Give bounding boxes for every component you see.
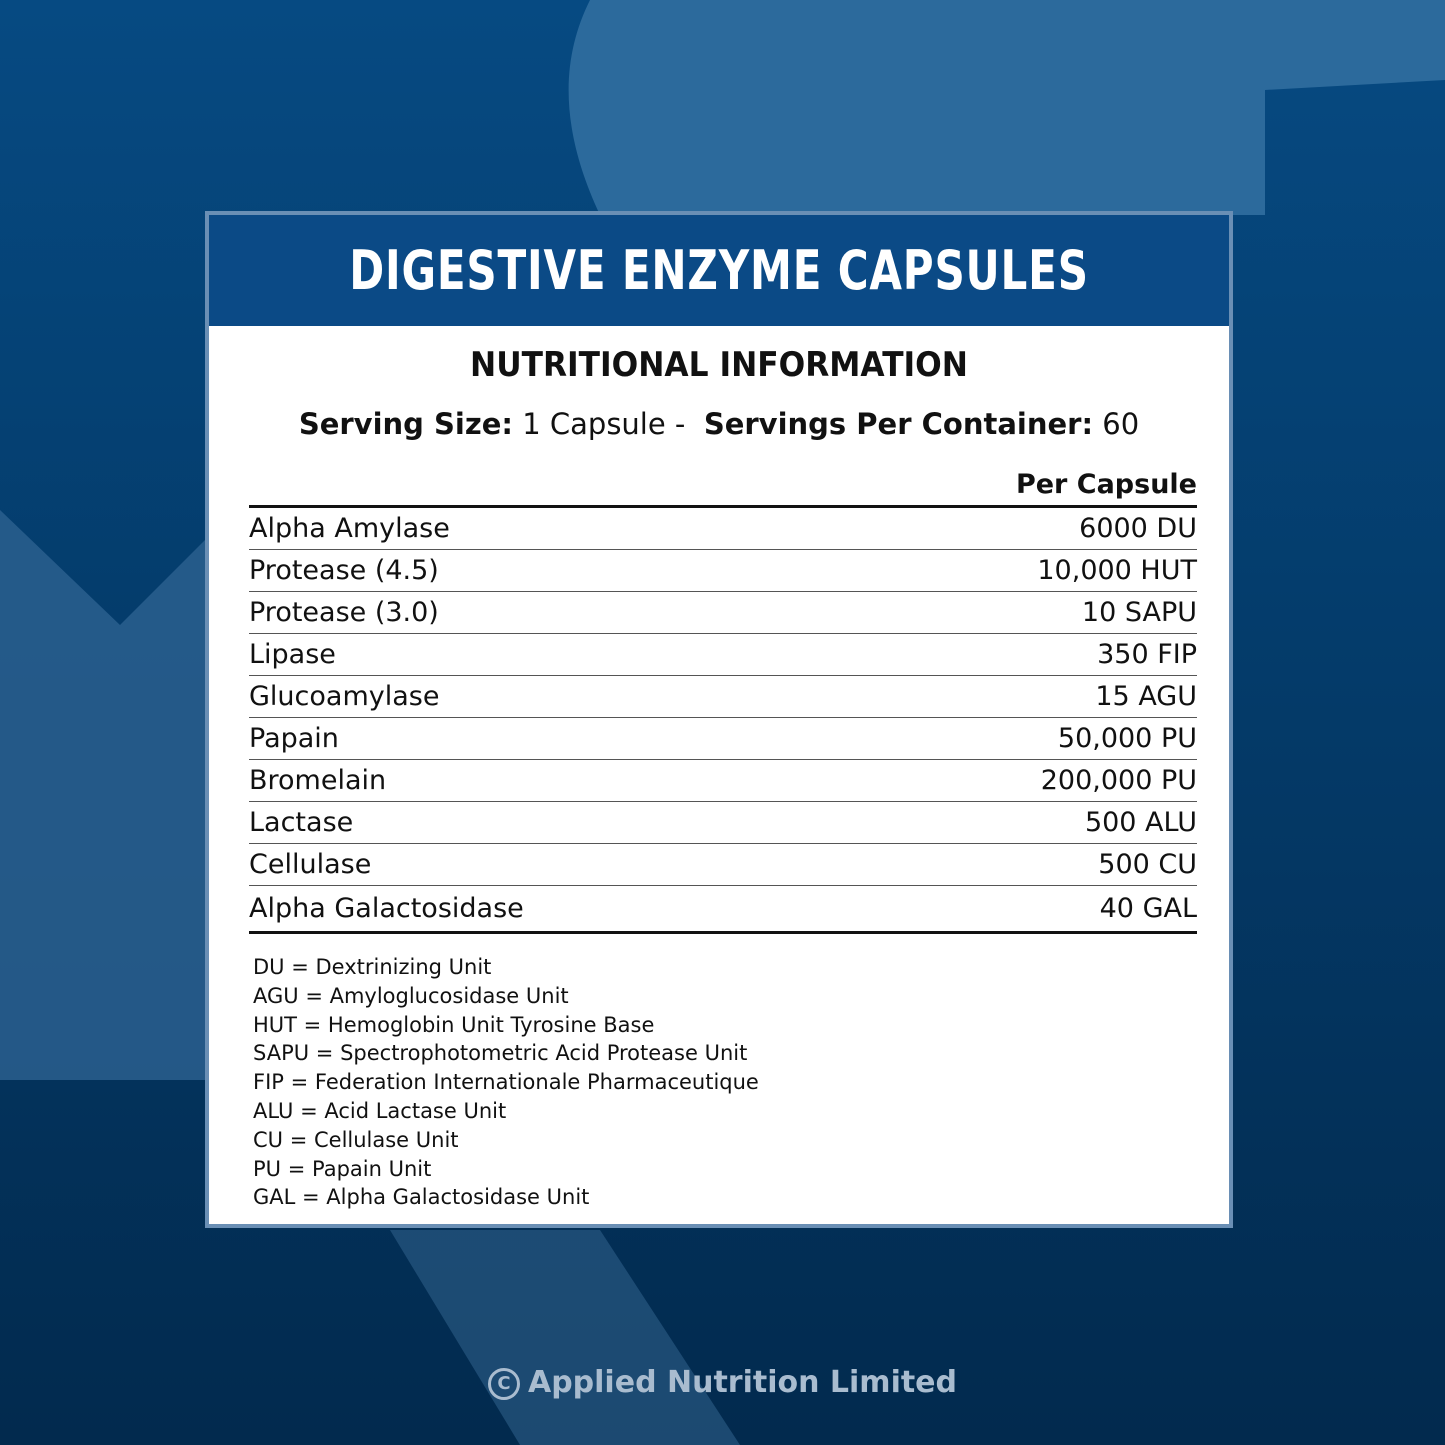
- serving-size-value: 1 Capsule -: [522, 407, 686, 441]
- enzyme-value: 10,000 HUT: [1037, 555, 1197, 586]
- legend-item: SAPU = Spectrophotometric Acid Protease Unit: [253, 1041, 748, 1066]
- unit-legend: [253, 953, 759, 1212]
- enzyme-name: Alpha Galactosidase: [249, 893, 524, 924]
- copyright-icon: C: [488, 1368, 520, 1400]
- serving-size-label: Serving Size:: [298, 407, 513, 441]
- legend-item: PU = Papain Unit: [253, 1156, 432, 1181]
- enzyme-name: Glucoamylase: [249, 681, 440, 712]
- enzyme-value: 500 ALU: [1084, 807, 1197, 838]
- enzyme-name: Alpha Amylase: [249, 513, 450, 544]
- enzyme-value: 15 AGU: [1095, 681, 1197, 712]
- enzyme-name: Cellulase: [249, 849, 372, 880]
- copyright-footer: [0, 1365, 1445, 1400]
- enzyme-value: 50,000 PU: [1057, 723, 1197, 754]
- enzyme-value: 40 GAL: [1099, 893, 1197, 924]
- table-row: [249, 550, 1197, 592]
- section-title: NUTRITIONAL INFORMATION: [470, 345, 968, 385]
- table-row: [249, 676, 1197, 718]
- legend-item: CU = Cellulase Unit: [253, 1127, 459, 1152]
- copyright-text: Applied Nutrition Limited: [527, 1365, 958, 1400]
- legend-item: HUT = Hemoglobin Unit Tyrosine Base: [253, 1012, 655, 1037]
- enzyme-value: 350 FIP: [1097, 639, 1197, 670]
- enzyme-name: Lipase: [249, 639, 336, 670]
- legend-item: DU = Dextrinizing Unit: [253, 955, 492, 979]
- legend-item: FIP = Federation Internationale Pharmaceutique: [253, 1070, 759, 1095]
- legend-item: GAL = Alpha Galactosidase Unit: [253, 1185, 590, 1210]
- card-header: [209, 215, 1229, 326]
- legend-item: ALU = Acid Lactase Unit: [253, 1098, 507, 1123]
- nutrition-card: [205, 211, 1233, 1228]
- enzyme-table: [249, 465, 1197, 934]
- servings-per-container-label: Servings Per Container:: [703, 407, 1094, 441]
- enzyme-name: Papain: [249, 723, 339, 754]
- product-title: DIGESTIVE ENZYME CAPSULES: [349, 239, 1089, 302]
- table-row: [249, 802, 1197, 844]
- enzyme-value: 6000 DU: [1079, 513, 1197, 544]
- enzyme-value: 500 CU: [1098, 849, 1197, 880]
- table-row: [249, 760, 1197, 802]
- enzyme-value: 200,000 PU: [1040, 765, 1197, 796]
- column-header: Per Capsule: [249, 465, 1197, 508]
- servings-per-container-value: 60: [1102, 407, 1140, 441]
- table-row: [249, 634, 1197, 676]
- table-row: [249, 844, 1197, 886]
- serving-info: [209, 407, 1229, 441]
- enzyme-name: Lactase: [249, 807, 354, 838]
- enzyme-name: Protease (3.0): [249, 597, 439, 628]
- table-row: [249, 718, 1197, 760]
- enzyme-value: 10 SAPU: [1081, 597, 1197, 628]
- enzyme-name: Protease (4.5): [249, 555, 439, 586]
- legend-item: AGU = Amyloglucosidase Unit: [253, 983, 569, 1008]
- table-row: [249, 508, 1197, 550]
- enzyme-name: Bromelain: [249, 765, 387, 796]
- table-row: [249, 592, 1197, 634]
- table-row: [249, 886, 1197, 934]
